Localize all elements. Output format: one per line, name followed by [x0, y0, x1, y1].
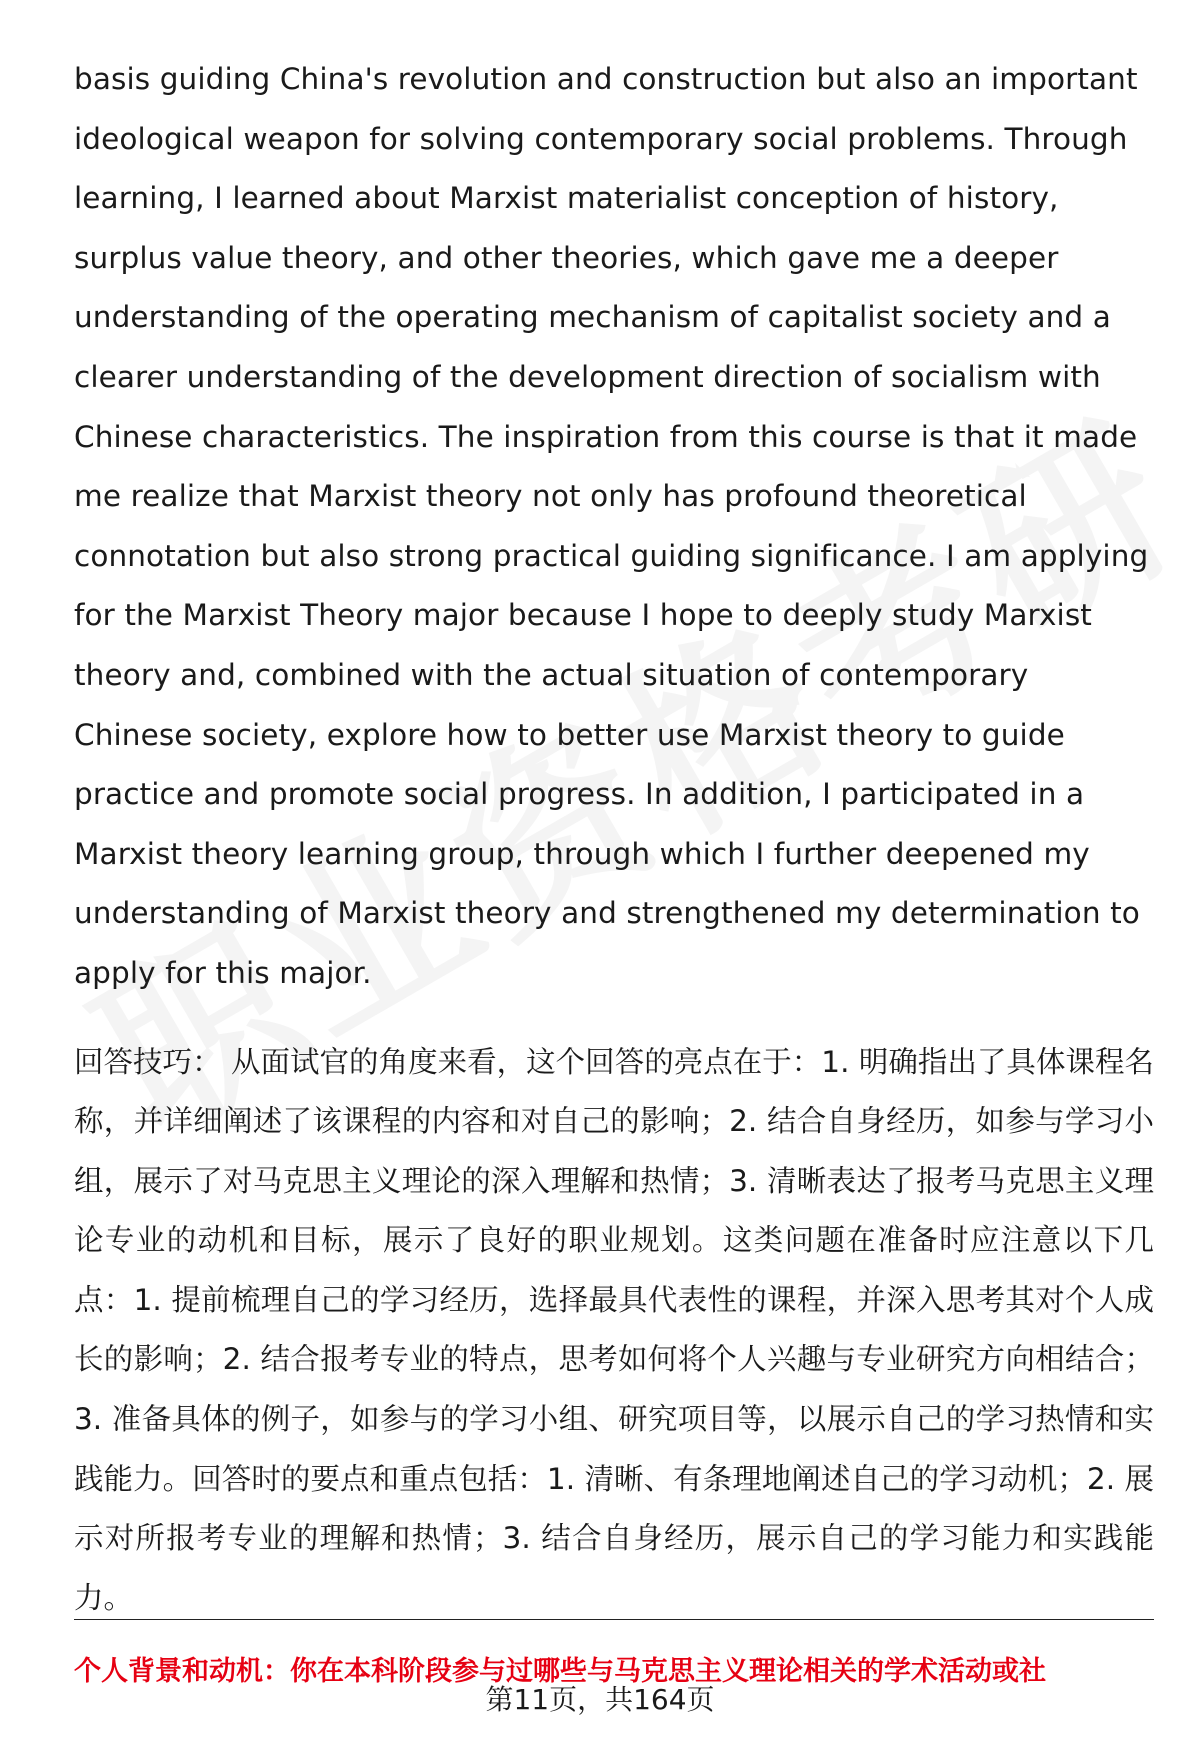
section-divider [74, 1619, 1154, 1620]
answer-tips-paragraph: 回答技巧： 从面试官的角度来看，这个回答的亮点在于：1. 明确指出了具体课程名称，并详细阐述了该课程的内容和对自己的影响；2. 结合自身经历，如参与学习小组，展示了对马克思主义理论的深入理解和热情；3. 清晰表达了报考马克思主义理论专业的动机和目标，展示了良好的职业规划。这类问题在准备时应注意以下几点：1. 提前梳理自己的学习经历，选择最具代表性的课程，并深入思考其对个人成长的影响；2. 结合报考专业的特点，思考如何将个人兴趣与专业研究方向相结合；3. 准备具体的例子，如参与的学习小组、研究项目等，以展示自己的学习热情和实践能力。回答时的要点和重点包括：1. 清晰、有条理地阐述自己的学习动机；2. 展示对所报考专业的理解和热情；3. 结合自身经历，展示自己的学习能力和实践能力。 [74, 1044, 1154, 1615]
next-question-title: 个人背景和动机：你在本科阶段参与过哪些与马克思主义理论相关的学术活动或社 [74, 1656, 1046, 1687]
answer-paragraph: basis guiding China's revolution and construction but also an important ideological weapon for solving contemporary social problems. Through learning, I learned about Marxist materialist conception of history, surplus value theory, and other theories, which gave me a deeper understanding of the operating mechanism of capitalist society and a clearer understanding of the development direction of socialism with Chinese characteristics. The inspiration from this course is that it made me realize that Marxist theory not only has profound theoretical connotation but also strong practical guiding significance. I am applying for the Marxist Theory major because I hope to deeply study Marxist theory and, combined with the actual situation of contemporary Chinese society, explore how to better use Marxist theory to guide practice and promote social progress. In addition, I participated in a Marxist theory learning group, through which I further deepened my understanding of Marxist theory and strengthened my determination to apply for this major. [74, 62, 1149, 990]
page-number: 第11页，共164页 [485, 1683, 715, 1716]
content-area [74, 50, 1154, 1628]
